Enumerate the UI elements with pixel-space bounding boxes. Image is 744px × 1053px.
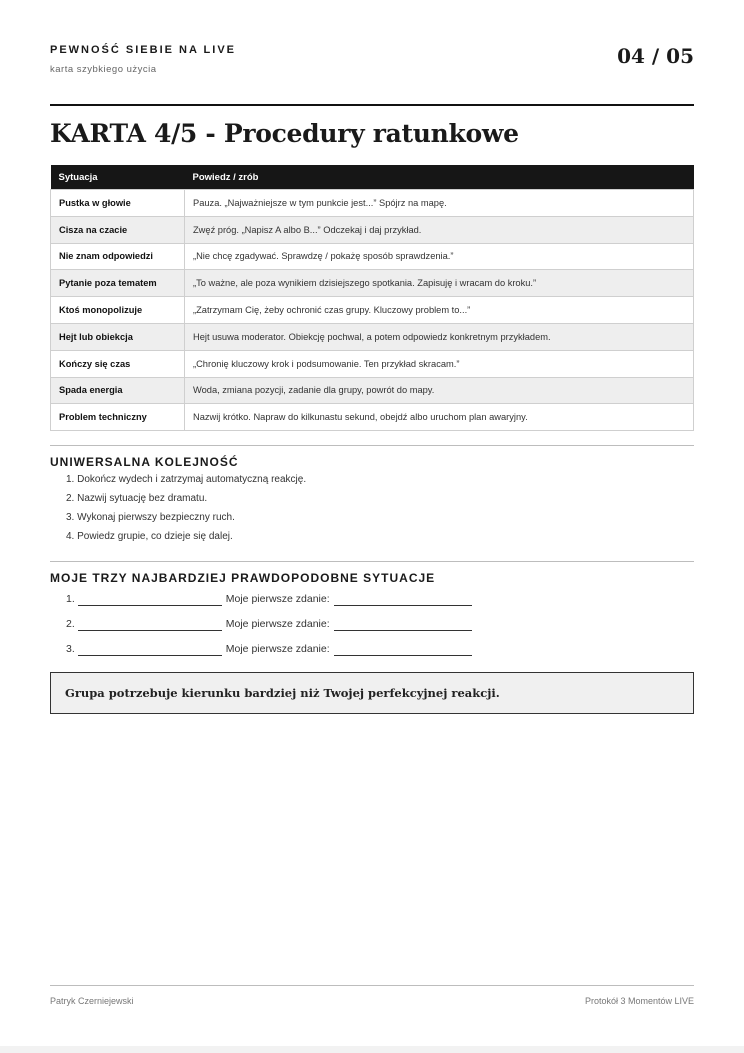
situation-cell: Nie znam odpowiedzi <box>51 243 185 270</box>
table-row <box>51 270 694 297</box>
action-cell: „Zatrzymam Cię, żeby ochronić czas grupy. Kluczowy problem to...” <box>185 297 694 324</box>
action-cell: Woda, zmiana pozycji, zadanie dla grupy, powrót do mapy. <box>185 377 694 404</box>
first-sentence-blank-field[interactable] <box>334 618 472 631</box>
entry-number: 3. <box>66 643 75 655</box>
situation-cell: Pustka w głowie <box>51 190 185 217</box>
entry-number: 1. <box>66 593 75 605</box>
table-row <box>51 323 694 350</box>
situation-cell: Problem techniczny <box>51 404 185 431</box>
action-cell: Hejt usuwa moderator. Obiekcję pochwal, a potem odpowiedz konkretnym przykładem. <box>185 323 694 350</box>
action-cell: „To ważne, ale poza wynikiem dzisiejszego spotkania. Zapisuję i wracam do kroku.” <box>185 270 694 297</box>
page-number: 04 / 05 <box>617 44 694 68</box>
action-cell: Nazwij krótko. Napraw do kilkunastu sekund, obejdź albo uruchom plan awaryjny. <box>185 404 694 431</box>
callout-box <box>50 672 694 714</box>
table-header-row <box>51 165 694 190</box>
footer-document-name: Protokół 3 Momentów LIVE <box>584 996 694 1006</box>
situation-cell: Kończy się czas <box>51 350 185 377</box>
procedures-table <box>50 165 694 431</box>
my-situations-form <box>50 593 472 668</box>
first-sentence-label: Moje pierwsze zdanie: <box>225 643 330 655</box>
situation-cell: Pytanie poza tematem <box>51 270 185 297</box>
first-sentence-label: Moje pierwsze zdanie: <box>225 593 330 605</box>
universal-order-heading: UNIWERSALNA KOLEJNOŚĆ <box>50 455 239 469</box>
brand-subtitle: karta szybkiego użycia <box>50 64 157 75</box>
section-divider <box>50 445 694 446</box>
column-header-situation: Sytuacja <box>51 165 185 190</box>
situation-entry-line <box>50 643 472 668</box>
table-row <box>51 190 694 217</box>
first-sentence-label: Moje pierwsze zdanie: <box>225 618 330 630</box>
first-sentence-blank-field[interactable] <box>334 593 472 606</box>
situation-entry-line <box>50 593 472 618</box>
list-item: 1. Dokończ wydech i zatrzymaj automatyczną reakcję. <box>66 474 307 485</box>
first-sentence-blank-field[interactable] <box>334 643 472 656</box>
callout-text: Grupa potrzebuje kierunku bardziej niż Twojej perfekcyjnej reakcji. <box>65 686 500 700</box>
situation-blank-field[interactable] <box>78 618 222 631</box>
list-item: 2. Nazwij sytuację bez dramatu. <box>66 493 208 504</box>
list-item: 3. Wykonaj pierwszy bezpieczny ruch. <box>66 512 235 523</box>
brand-title: PEWNOŚĆ SIEBIE NA LIVE <box>50 44 237 56</box>
table-row <box>51 404 694 431</box>
table-row <box>51 243 694 270</box>
page-bottom-edge <box>0 1046 744 1053</box>
footer-divider <box>50 985 694 986</box>
page-title: KARTA 4/5 - Procedury ratunkowe <box>50 119 519 148</box>
situation-entry-line <box>50 618 472 643</box>
action-cell: Zwęź próg. „Napisz A albo B...” Odczekaj i daj przykład. <box>185 216 694 243</box>
entry-number: 2. <box>66 618 75 630</box>
universal-order-list <box>50 474 306 550</box>
column-header-action: Powiedz / zrób <box>185 165 694 190</box>
situation-cell: Spada energia <box>51 377 185 404</box>
table-row <box>51 216 694 243</box>
action-cell: „Chronię kluczowy krok i podsumowanie. Ten przykład skracam.” <box>185 350 694 377</box>
table-row <box>51 377 694 404</box>
list-item: 4. Powiedz grupie, co dzieje się dalej. <box>66 531 233 542</box>
situation-cell: Cisza na czacie <box>51 216 185 243</box>
action-cell: Pauza. „Najważniejsze w tym punkcie jest...” Spójrz na mapę. <box>185 190 694 217</box>
header-divider <box>50 104 694 106</box>
situation-cell: Ktoś monopolizuje <box>51 297 185 324</box>
situation-blank-field[interactable] <box>78 643 222 656</box>
situation-cell: Hejt lub obiekcja <box>51 323 185 350</box>
table-row <box>51 297 694 324</box>
action-cell: „Nie chcę zgadywać. Sprawdzę / pokażę sposób sprawdzenia.” <box>185 243 694 270</box>
footer-author: Patryk Czerniejewski <box>50 996 134 1006</box>
section-divider <box>50 561 694 562</box>
table-row <box>51 350 694 377</box>
situation-blank-field[interactable] <box>78 593 222 606</box>
my-situations-heading: MOJE TRZY NAJBARDZIEJ PRAWDOPODOBNE SYTUACJE <box>50 571 436 585</box>
